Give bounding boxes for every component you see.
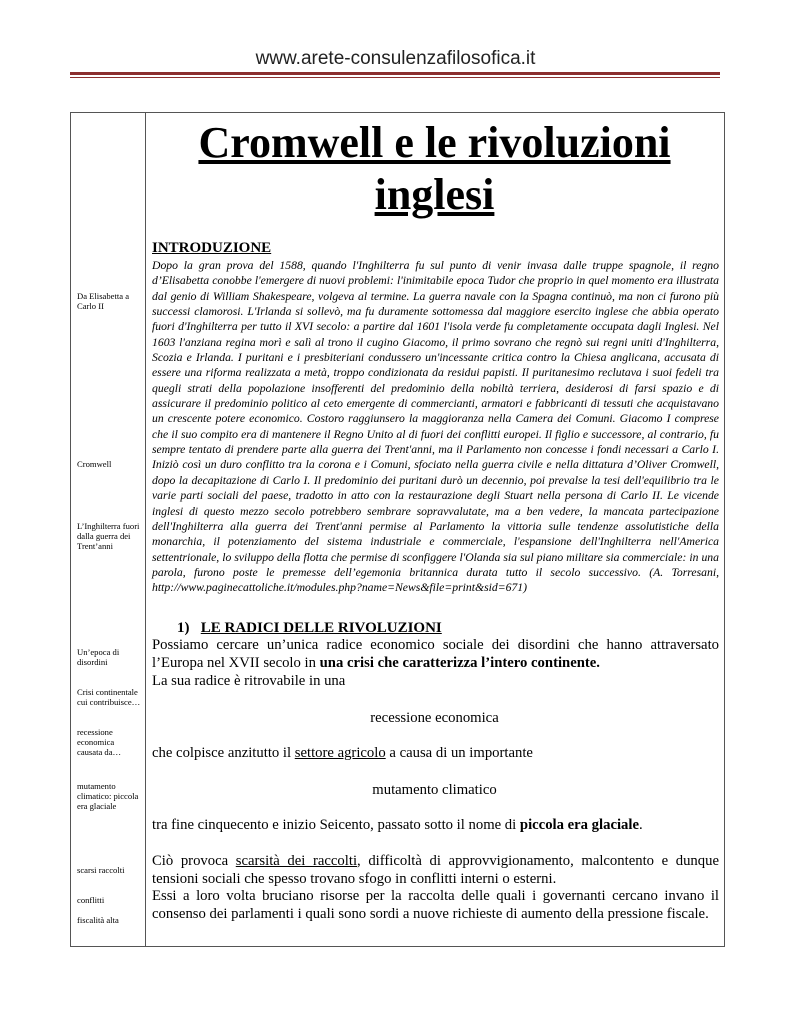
margin-note: scarsi raccolti <box>77 865 125 875</box>
margin-note: L’Inghilterra fuori dalla guerra dei Trent’anni <box>77 521 140 551</box>
margin-note: fiscalità alta <box>77 915 119 925</box>
margin-note: Cromwell <box>77 459 112 469</box>
text-run: che colpisce anzitutto il <box>152 745 295 761</box>
intro-heading: INTRODUZIONE <box>152 240 272 256</box>
text-emphasis: piccola era glaciale <box>519 817 639 833</box>
page-title: Cromwell e le rivoluzioni inglesi <box>198 118 671 219</box>
header-rule-thick <box>70 72 720 75</box>
header-rule-thin <box>70 77 720 78</box>
margin-note: mutamento climatico: piccola era glaciale <box>77 781 139 811</box>
text-run: , difficoltà di approvvigionamento, malcontento e dunque tensioni sociali che spesso trovano sfogo in conflitti interni o esterni. <box>152 853 719 887</box>
text-run: Possiamo cercare un’unica radice economico sociale dei disordini che hanno attraversato l’Europa nel XVII secolo in <box>152 637 719 671</box>
text-underline: scarsità dei raccolti <box>235 853 358 869</box>
site-url[interactable]: www.arete-consulenzafilosofica.it <box>255 48 536 69</box>
paragraph-harvests <box>152 853 719 888</box>
margin-note: recessione economica causata da… <box>77 727 122 757</box>
intro-paragraph: Dopo la gran prova del 1588, quando l'Inghilterra fu sul punto di venir invasa dalle truppe spagnole, il regno d’Elisabetta conobbe l'emergere di nuovi problemi: l'inimitabile epoca Tudor che proprio in quel momento era illustrata dal genio di William Shakespeare, volgeva al termine. La guerra navale con la Spagna continuò, ma non ci furono più successi clamorosi. L'Irlanda si sollevò, ma fu duramente sottomessa dal maggiore esercito inglese che abbia operato fuori d'Inghilterra per tutto il XVI secolo: a partire dal 1601 l'isola verde fu completamente occupata dagli Inglesi. Nel 1603 l'anziana regina morì e salì al trono il cugino Giacomo, il primo sovrano che regnò sui regni uniti d'Inghilterra, Scozia e Irlanda. I puritani e i presbiteriani condussero un'incessante critica contro la Chiesa anglicana, accusata di essere una riforma realizzata a metà, troppo condizionata da residui papisti. Il puritanesimo reclutava i suoi fedeli tra quegli strati della popolazione insofferenti del predominio della nobiltà terriera, desiderosi di farsi spazio e di assicurare il predominio politico al ceto emergente di commercianti, armatori e fabbricanti di tessuti che acquistavano un crescente potere economico. Costoro raggiunsero la maggioranza nella Camera dei Comuni. Giacomo I comprese che il suo compito era di mantenere il Regno Unito al di fuori dei conflitti europei. Il figlio e successore, al contrario, fu sempre tentato di prendere parte alla guerra dei Trent'anni, ma il Parlamento non concesse i fondi necessari a Carlo I. Iniziò così un duro conflitto tra la corona e i Comuni, sfociato nella guerra civile e nella dittatura d’Oliver Cromwell, dopo la decapitazione di Carlo I. Il predominio dei puritani durò un decennio, poi prevalse la tesi dell'equilibrio tra le varie parti sociali del paese, tradotto in atto con la restaurazione degli Stuart nella persona di Carlo II. Le vicende inglesi di questo mezzo secolo potrebbero sembrare sopravvalutate, ma a ben vedere, la mancata partecipazione dell'Inghilterra alla guerra dei Trent'anni permise al Parlamento la vittoria sulle tendenze assolutistiche della monarchia, il potenziamento del sistema industriale e commerciale, l'espansione dell'Inghilterra nell'America settentrionale, lo sviluppo della flotta che permise di sconfiggere l'Olanda sia sul piano militare sia commerciale: in una parola, furono poste le premesse dell’egemonia britannica durata tutto il secolo successivo. (A. Torresani, http://www.paginecattoliche.it/modules.php?name=News&file=print&sid=671) <box>152 259 719 595</box>
text-run: . <box>639 817 643 833</box>
paragraph-root: La sua radice è ritrovabile in una <box>152 673 346 689</box>
margin-note: Un’epoca di disordini <box>77 647 120 667</box>
paragraph-crisis <box>152 637 719 672</box>
paragraph-fiscal: Essi a loro volta bruciano risorse per la raccolta delle quali i governanti cercano invano il consenso dei parlamenti i quali sono sordi a nuove richieste di aumento della pressione fiscale. <box>152 888 719 922</box>
content-frame <box>70 112 725 947</box>
text-run: a causa di un importante <box>385 745 533 761</box>
section-heading <box>177 619 442 637</box>
margin-note: Da Elisabetta a Carlo II <box>77 291 130 311</box>
text-run: tra fine cinquecento e inizio Seicento, passato sotto il nome di <box>152 817 520 833</box>
column-divider <box>145 113 146 946</box>
centered-term: mutamento climatico <box>372 782 497 798</box>
paragraph-little-ice-age <box>152 817 719 835</box>
text-underline: settore agricolo <box>294 745 386 761</box>
text-emphasis: una crisi che caratterizza l’intero continente. <box>319 654 600 671</box>
centered-term: recessione economica <box>370 710 499 726</box>
section-title: LE RADICI DELLE RIVOLUZIONI <box>200 620 442 636</box>
margin-note: conflitti <box>77 895 105 905</box>
text-run: Ciò provoca <box>152 853 236 869</box>
paragraph-agriculture <box>152 745 719 763</box>
margin-note: Crisi continentale cui contribuisce… <box>77 687 141 707</box>
section-number: 1) <box>177 620 190 636</box>
